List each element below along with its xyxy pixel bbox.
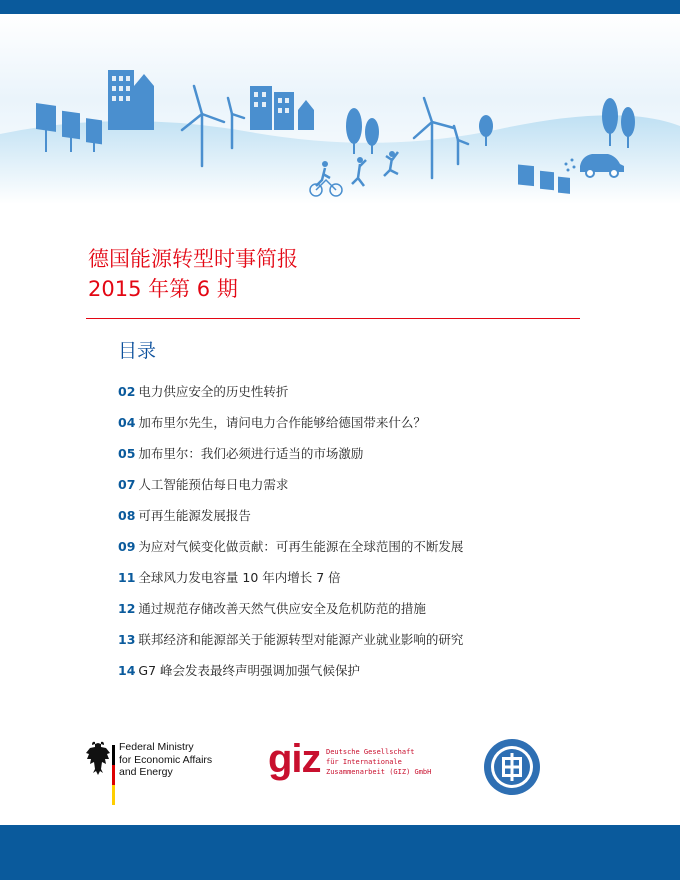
toc-title: 全球风力发电容量 10 年内增长 7 倍 [138, 570, 341, 585]
toc-item[interactable] [118, 475, 463, 506]
top-color-bar [0, 0, 680, 14]
toc-page-number: 09 [118, 539, 136, 554]
bottom-color-bar [0, 825, 680, 880]
toc-page-number: 04 [118, 415, 136, 430]
toc-item[interactable] [118, 630, 463, 661]
federal-eagle-icon [82, 739, 116, 805]
toc-title: 人工智能预估每日电力需求 [138, 477, 289, 492]
toc-page-number: 13 [118, 632, 136, 647]
toc-page-number: 07 [118, 477, 136, 492]
report-issue: 2015 年第 6 期 [88, 277, 238, 301]
partner-logos [0, 735, 680, 810]
toc-page-number: 14 [118, 663, 136, 678]
bmwi-logo [82, 739, 213, 809]
giz-wordmark: giz [268, 737, 321, 781]
toc-item[interactable] [118, 506, 463, 537]
toc-title: 加布里尔先生，请问电力合作能够给德国带来什么？ [138, 415, 426, 430]
seal-logo-icon [482, 737, 542, 797]
table-of-contents [118, 382, 463, 692]
toc-item[interactable] [118, 599, 463, 630]
bmwi-logo-text: Federal Ministry for Economic Affairs and Energy [119, 741, 213, 778]
toc-title: 为应对气候变化做贡献：可再生能源在全球范围的不断发展 [138, 539, 464, 554]
toc-page-number: 08 [118, 508, 136, 523]
toc-page-number: 11 [118, 570, 136, 585]
toc-item[interactable] [118, 537, 463, 568]
toc-title: 电力供应安全的历史性转折 [138, 384, 289, 399]
toc-item[interactable] [118, 568, 463, 599]
toc-title: G7 峰会发表最终声明强调加强气候保护 [138, 663, 361, 678]
giz-logo-text: Deutsche Gesellschaft für Internationale Zusammenarbeit (GIZ) GmbH [326, 748, 432, 776]
toc-item[interactable] [118, 444, 463, 475]
toc-item[interactable] [118, 661, 463, 692]
toc-heading: 目录 [118, 340, 157, 362]
toc-page-number: 05 [118, 446, 136, 461]
cityscape-illustration [0, 14, 680, 204]
toc-page-number: 12 [118, 601, 136, 616]
toc-item[interactable] [118, 382, 463, 413]
toc-title: 可再生能源发展报告 [138, 508, 251, 523]
toc-title: 联邦经济和能源部关于能源转型对能源产业就业影响的研究 [138, 632, 464, 647]
report-title [88, 244, 298, 304]
toc-page-number: 02 [118, 384, 136, 399]
toc-title: 加布里尔：我们必须进行适当的市场激励 [138, 446, 364, 461]
title-divider [86, 318, 580, 319]
toc-title: 通过规范存储改善天然气供应安全及危机防范的措施 [138, 601, 426, 616]
report-title-main: 德国能源转型时事简报 [88, 247, 298, 271]
toc-item[interactable] [118, 413, 463, 444]
